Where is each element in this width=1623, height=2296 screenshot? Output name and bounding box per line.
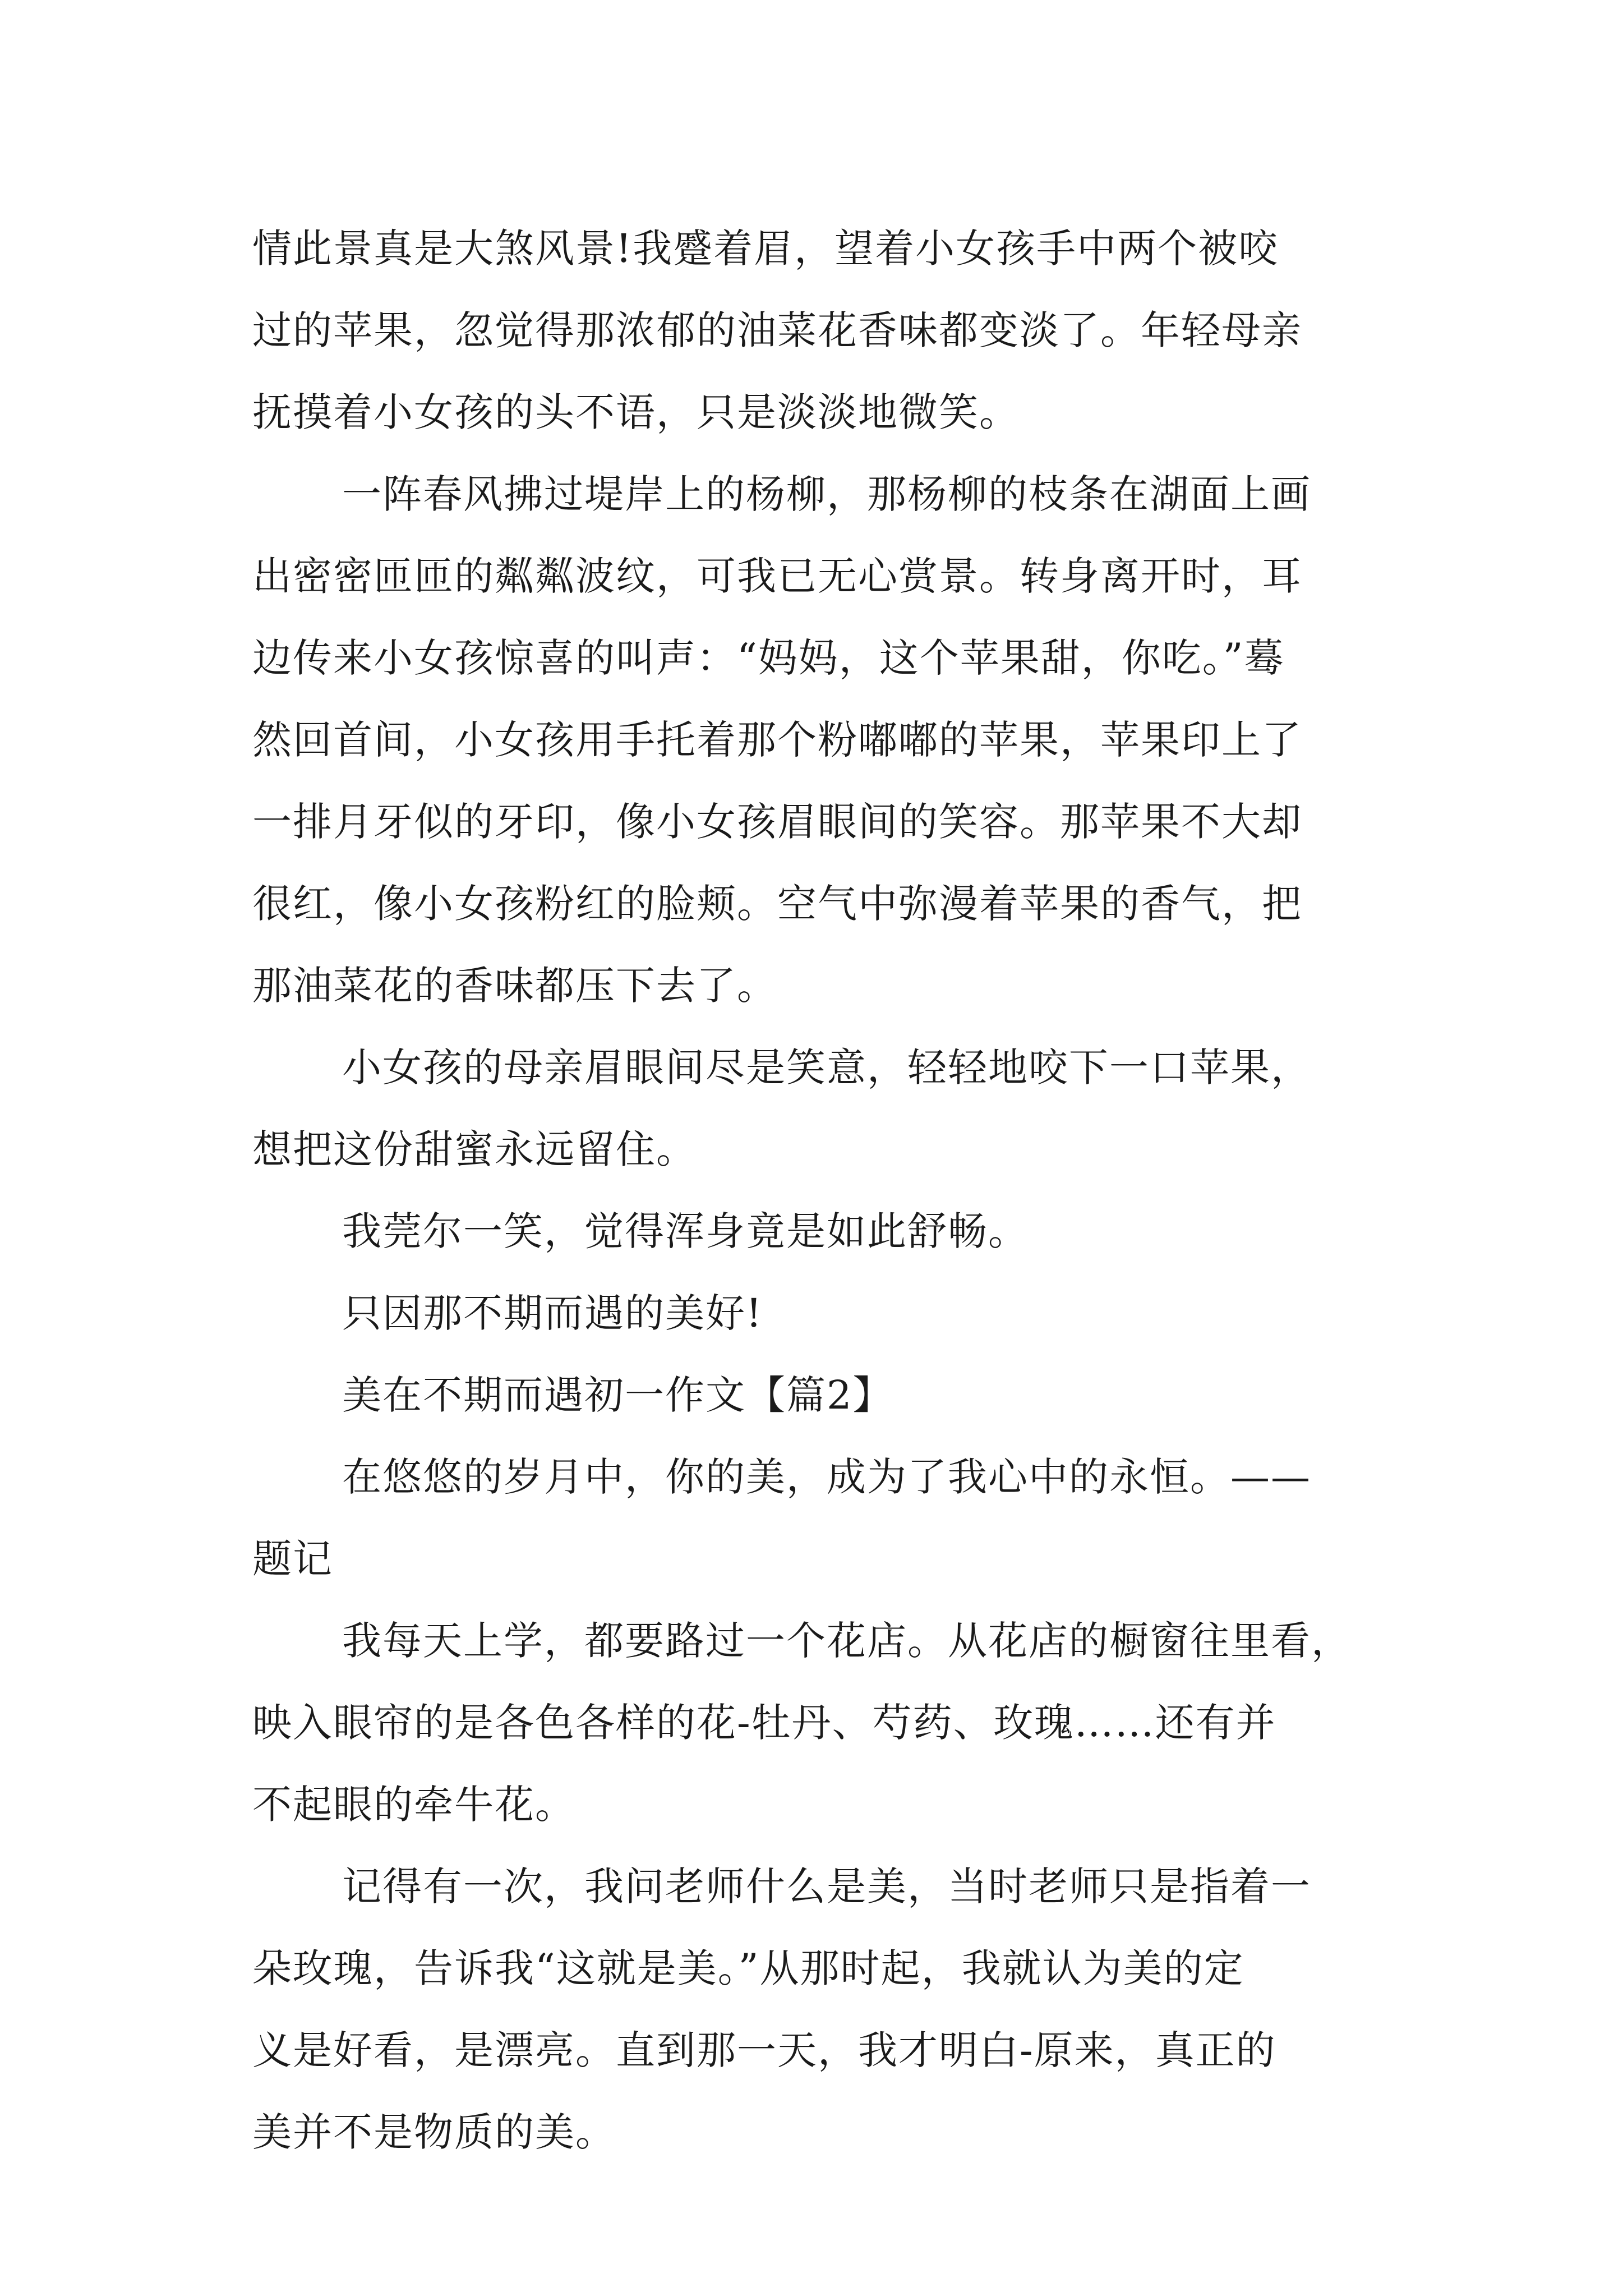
paragraph	[252, 453, 1396, 1027]
paragraph	[252, 208, 1396, 453]
paragraph	[252, 1190, 1396, 1272]
paragraph	[252, 1600, 1396, 1846]
text-line: 义是好看，是漂亮。直到那一天，我才明白-原来，真正的	[252, 2027, 1276, 2073]
text-line: 边传来小女孩惊喜的叫声：“妈妈，这个苹果甜，你吃。”蓦	[252, 635, 1285, 681]
text-line: 我每天上学，都要路过一个花店。从花店的橱窗往里看，	[342, 1618, 1352, 1664]
section-heading	[252, 1354, 1396, 1436]
text-line: 美在不期而遇初一作文【篇2】	[342, 1372, 893, 1418]
paragraph	[252, 1436, 1396, 1600]
text-line: 想把这份甜蜜永远留住。	[252, 1126, 697, 1172]
text-line: 一阵春风拂过堤岸上的杨柳，那杨柳的枝条在湖面上画	[342, 471, 1311, 517]
text-line: 小女孩的母亲眉眼间尽是笑意，轻轻地咬下一口苹果，	[342, 1045, 1311, 1091]
text-line: 出密密匝匝的粼粼波纹，可我已无心赏景。转身离开时，耳	[252, 553, 1302, 599]
paragraph	[252, 1846, 1396, 2173]
text-line: 记得有一次，我问老师什么是美，当时老师只是指着一	[342, 1864, 1311, 1910]
text-line: 然回首间，小女孩用手托着那个粉嘟嘟的苹果，苹果印上了	[252, 717, 1302, 763]
text-line: 情此景真是大煞风景!我蹙着眉，望着小女孩手中两个被咬	[252, 226, 1279, 272]
text-line: 映入眼帘的是各色各样的花-牡丹、芍药、玫瑰……还有并	[252, 1700, 1276, 1746]
text-line: 题记	[252, 1536, 333, 1582]
paragraph	[252, 1027, 1396, 1190]
text-line: 一排月牙似的牙印，像小女孩眉眼间的笑容。那苹果不大却	[252, 799, 1302, 845]
text-line: 朵玫瑰，告诉我“这就是美。”从那时起，我就认为美的定	[252, 1945, 1244, 1991]
text-line: 很红，像小女孩粉红的脸颊。空气中弥漫着苹果的香气，把	[252, 881, 1302, 927]
text-line: 我莞尔一笑，觉得浑身竟是如此舒畅。	[342, 1208, 1029, 1254]
document-body	[252, 208, 1396, 2173]
text-line: 不起眼的牵牛花。	[252, 1782, 575, 1828]
text-line: 只因那不期而遇的美好!	[342, 1290, 763, 1336]
text-line: 那油菜花的香味都压下去了。	[252, 963, 777, 1009]
paragraph	[252, 1272, 1396, 1354]
text-line: 美并不是物质的美。	[252, 2109, 616, 2155]
text-line: 在悠悠的岁月中，你的美，成为了我心中的永恒。——	[342, 1454, 1311, 1500]
text-line: 过的苹果，忽觉得那浓郁的油菜花香味都变淡了。年轻母亲	[252, 307, 1302, 353]
text-line: 抚摸着小女孩的头不语，只是淡淡地微笑。	[252, 389, 1020, 435]
